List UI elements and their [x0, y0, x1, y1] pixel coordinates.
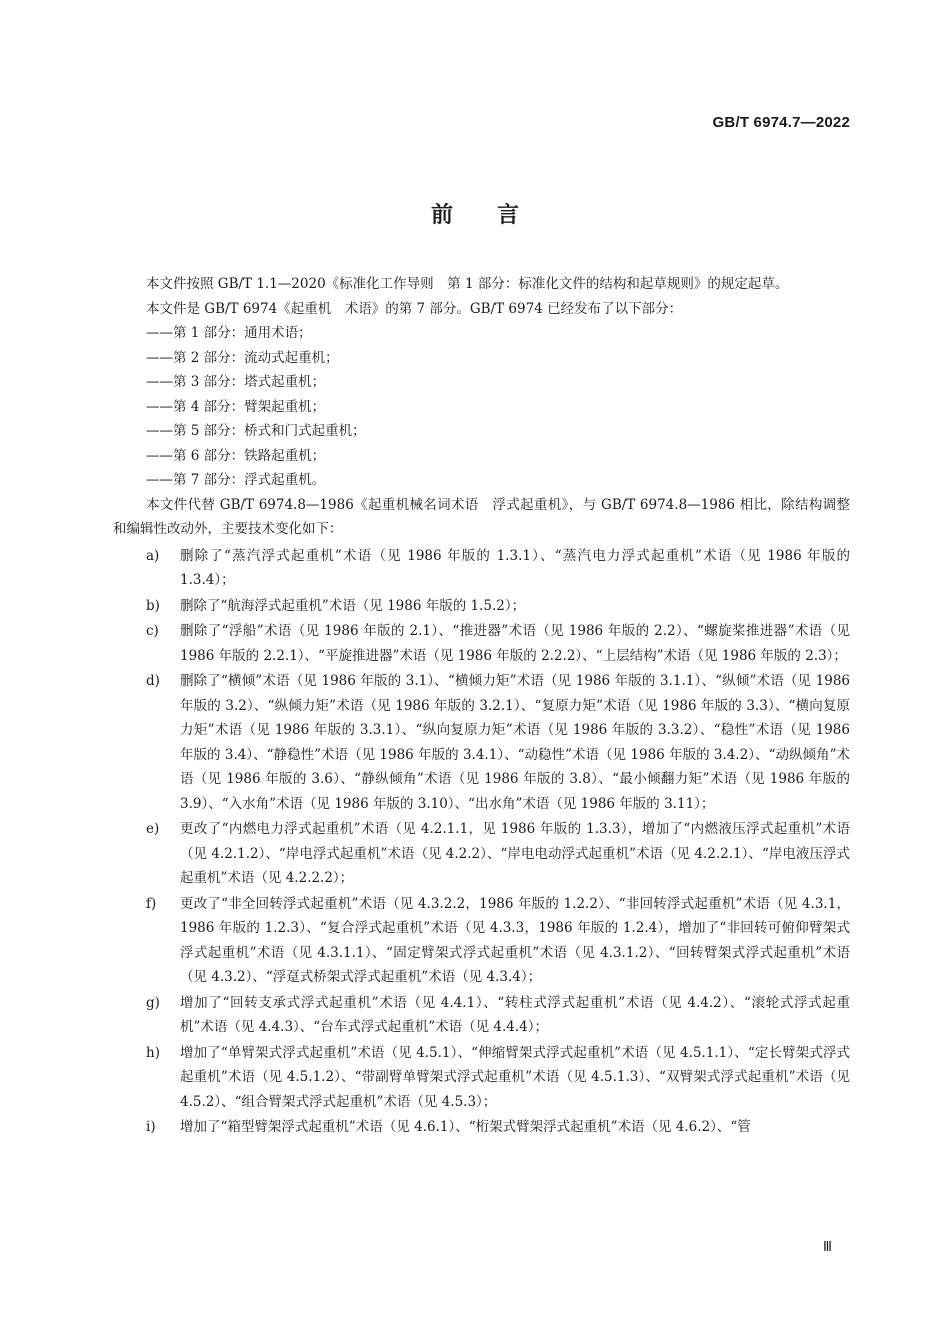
paragraph-series-intro: 本文件是 GB/T 6974《起重机 术语》的第 7 部分。GB/T 6974 已经发布了以下部分：	[146, 300, 683, 317]
item-label: a)	[146, 547, 160, 564]
item-text: 增加了“单臂架式浮式起重机”术语（见 4.5.1）、“伸缩臂架式浮式起重机”术语（见 4.5.1.1）、“定长臂架式浮式起重机”术语（见 4.5.1.2）、“带副臂单臂架式浮式起重机”术语（见 4.5.1.3）、“双臂架式浮式起重机”术语（见 4.5.2）、“组合臂架式浮式起重机”术语（见 4.5.3）；	[180, 1044, 850, 1110]
paragraph-drafting-basis: 本文件按照 GB/T 1.1—2020《标准化工作导则 第 1 部分：标准化文件的结构和起草规则》的规定起草。	[146, 276, 789, 292]
item-text: 更改了“内燃电力浮式起重机”术语（见 4.2.1.1，见 1986 年版的 1.3.3），增加了“内燃液压浮式起重机”术语（见 4.2.1.2）、“岸电浮式起重机”术语（见 4.2.2）、“岸电电动浮式起重机”术语（见 4.2.2.1）、“岸电液压浮式起重机”术语（见 4.2.2.2）；	[180, 821, 850, 886]
page-title: 前言	[430, 202, 563, 228]
item-label: c)	[146, 623, 159, 639]
list-item: ——第 7 部分：浮式起重机。	[146, 472, 326, 488]
item-text: 删除了“航海浮式起重机”术语（见 1986 年版的 1.5.2）；	[180, 597, 526, 614]
change-item	[113, 1115, 850, 1140]
item-text: 增加了“箱型臂架浮式起重机”术语（见 4.6.1）、“桁架式臂架浮式起重机”术语（见 4.6.2）、“管	[180, 1119, 751, 1135]
item-label: f)	[146, 895, 157, 912]
change-item	[113, 669, 850, 816]
change-item	[113, 594, 850, 619]
item-label: d)	[146, 673, 160, 689]
change-item	[113, 544, 850, 593]
item-text: 删除了“浮船”术语（见 1986 年版的 2.1）、“推进器”术语（见 1986 年版的 2.2）、“螺旋桨推进器”术语（见 1986 年版的 2.2.1）、“平旋推进器”术语（见 1986 年版的 2.2.2）、“上层结构”术语（见 1986 年版的 2.3）；	[180, 623, 850, 664]
list-item: ——第 6 部分：铁路起重机；	[146, 447, 326, 464]
page-number: Ⅲ	[823, 1240, 832, 1255]
change-item	[113, 817, 850, 891]
item-label: b)	[146, 597, 160, 614]
item-text: 删除了“蒸汽浮式起重机”术语（见 1986 年版的 1.3.1）、“蒸汽电力浮式起重机”术语（见 1986 年版的 1.3.4）；	[180, 547, 850, 588]
paragraph-replacement: 本文件代替 GB/T 6974.8—1986《起重机械名词术语 浮式起重机》，与 GB/T 6974.8—1986 相比，除结构调整和编辑性改动外，主要技术变化如下：	[113, 496, 850, 537]
list-item: ——第 1 部分：通用术语；	[146, 325, 312, 341]
item-label: i)	[146, 1119, 156, 1135]
list-item: ——第 3 部分：塔式起重机；	[146, 374, 326, 390]
change-item	[113, 619, 850, 668]
list-item: ——第 5 部分：桥式和门式起重机；	[146, 423, 366, 439]
item-label: g)	[146, 994, 160, 1011]
document-body	[113, 272, 850, 1141]
change-item	[113, 892, 850, 990]
list-item: ——第 2 部分：流动式起重机；	[146, 349, 339, 366]
change-item	[113, 1041, 850, 1115]
item-text: 增加了“回转支承式浮式起重机”术语（见 4.4.1）、“转柱式浮式起重机”术语（见 4.4.2）、“滚轮式浮式起重机”术语（见 4.4.3）、“台车式浮式起重机”术语（见 4.4.4）；	[180, 994, 850, 1035]
change-item	[113, 991, 850, 1040]
document-code: GB/T 6974.7—2022	[712, 114, 850, 131]
item-label: e)	[146, 821, 160, 837]
item-label: h)	[146, 1044, 160, 1061]
list-item: ——第 4 部分：臂架起重机；	[146, 398, 326, 415]
parts-list	[113, 321, 850, 493]
item-text: 更改了“非全回转浮式起重机”术语（见 4.3.2.2，1986 年版的 1.2.2）、“非回转浮式起重机”术语（见 4.3.1，1986 年版的 1.2.3）、“复合浮式起重机”术语（见 4.3.3，1986 年版的 1.2.4），增加了“非回转可俯仰臂架式浮式起重机”术语（见 4.3.1.1）、“固定臂架式浮式起重机”术语（见 4.3.1.2）、“回转臂架式浮式起重机”术语（见 4.3.2）、“浮趸式桥架式浮式起重机”术语（见 4.3.4）；	[180, 895, 850, 985]
item-text: 删除了“横倾”术语（见 1986 年版的 3.1）、“横倾力矩”术语（见 1986 年版的 3.1.1）、“纵倾”术语（见 1986 年版的 3.2）、“纵倾力矩”术语（见 1986 年版的 3.2.1）、“复原力矩”术语（见 1986 年版的 3.3）、“横向复原力矩”术语（见 1986 年版的 3.3.1）、“纵向复原力矩”术语（见 1986 年版的 3.3.2）、“稳性”术语（见 1986 年版的 3.4）、“静稳性”术语（见 1986 年版的 3.4.1）、“动稳性”术语（见 1986 年版的 3.4.2）、“动纵倾角”术语（见 1986 年版的 3.6）、“静纵倾角”术语（见 1986 年版的 3.8）、“最小倾翻力矩”术语（见 1986 年版的 3.9）、“入水角”术语（见 1986 年版的 3.10）、“出水角”术语（见 1986 年版的 3.11）；	[180, 673, 850, 812]
changes-list	[113, 544, 850, 1140]
